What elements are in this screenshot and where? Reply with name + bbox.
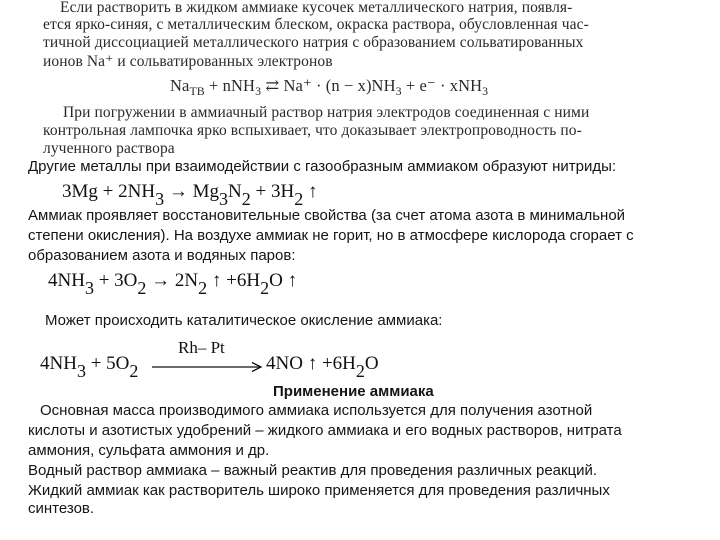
paragraph-reducing-line-2: степени окисления). На воздухе аммиак не горит, но в атмосфере кислорода сгорает с (28, 227, 634, 244)
heading-application: Применение аммиака (273, 383, 434, 400)
scan-line-1: Если растворить в жидком аммиаке кусочек металлического натрия, появля- (60, 0, 573, 16)
scan-equation-sodium-ammonia: $Na_{ТВ} + nNH_3$ ⇄ $Na^+ \cdot (n - x)NH_3 + e^- \cdot xNH_3$ (170, 76, 489, 99)
application-line-1: Основная масса производимого аммиака используется для получения азотной (40, 402, 593, 419)
application-line-5: Жидкий аммиак как растворитель широко применяется для проведения различных (28, 482, 610, 499)
catalyst-label: Rh– Pt (178, 338, 225, 357)
scan-para2-line-1: При погружении в аммиачный раствор натрия электродов соединенная с ними (63, 104, 590, 121)
scan-para2-line-3: лученного раствора (43, 140, 175, 157)
paragraph-reducing-line-1: Аммиак проявляет восстановительные свойства (за счет атома азота в минимальной (28, 207, 626, 224)
scan-para2-line-2: контрольная лампочка ярко вспыхивает, что доказывает электропроводность по- (43, 122, 582, 139)
application-line-3: аммония, сульфата аммония и др. (28, 442, 270, 459)
equation-3-products: 4NO ↑ +6H2O (266, 353, 379, 382)
equation-magnesium-nitride: 3Mg + 2NH3 → Mg3N2 + 3H2 ↑ (62, 181, 318, 210)
reaction-arrow-icon (150, 360, 268, 374)
equation-ammonia-combustion: 4NH3 + 3O2 → 2N2 ↑ +6H2O ↑ (48, 270, 298, 299)
scan-line-3: тичной диссоциацией металлического натрия с образованием сольватированных (43, 34, 584, 51)
paragraph-catalytic: Может происходить каталитическое окисление аммиака: (45, 312, 443, 329)
paragraph-nitrides: Другие металлы при взаимодействии с газообразным аммиаком образуют нитриды: (28, 158, 617, 175)
paragraph-reducing-line-3: образованием азота и водяных паров: (28, 247, 296, 264)
application-line-6: синтезов. (28, 500, 95, 517)
scan-line-2: ется ярко-синяя, с металлическим блеском, окраска раствора, обусловленная час- (43, 16, 589, 33)
application-line-2: кислоты и азотистых удобрений – жидкого аммиака и его водных растворов, нитрата (28, 422, 622, 439)
equation-3-reactants: 4NH3 + 5O2 (40, 353, 139, 382)
scan-line-4: ионов Na⁺ и сольватированных электронов (43, 53, 333, 70)
application-line-4: Водный раствор аммиака – важный реактив для проведения различных реакций. (28, 462, 598, 479)
